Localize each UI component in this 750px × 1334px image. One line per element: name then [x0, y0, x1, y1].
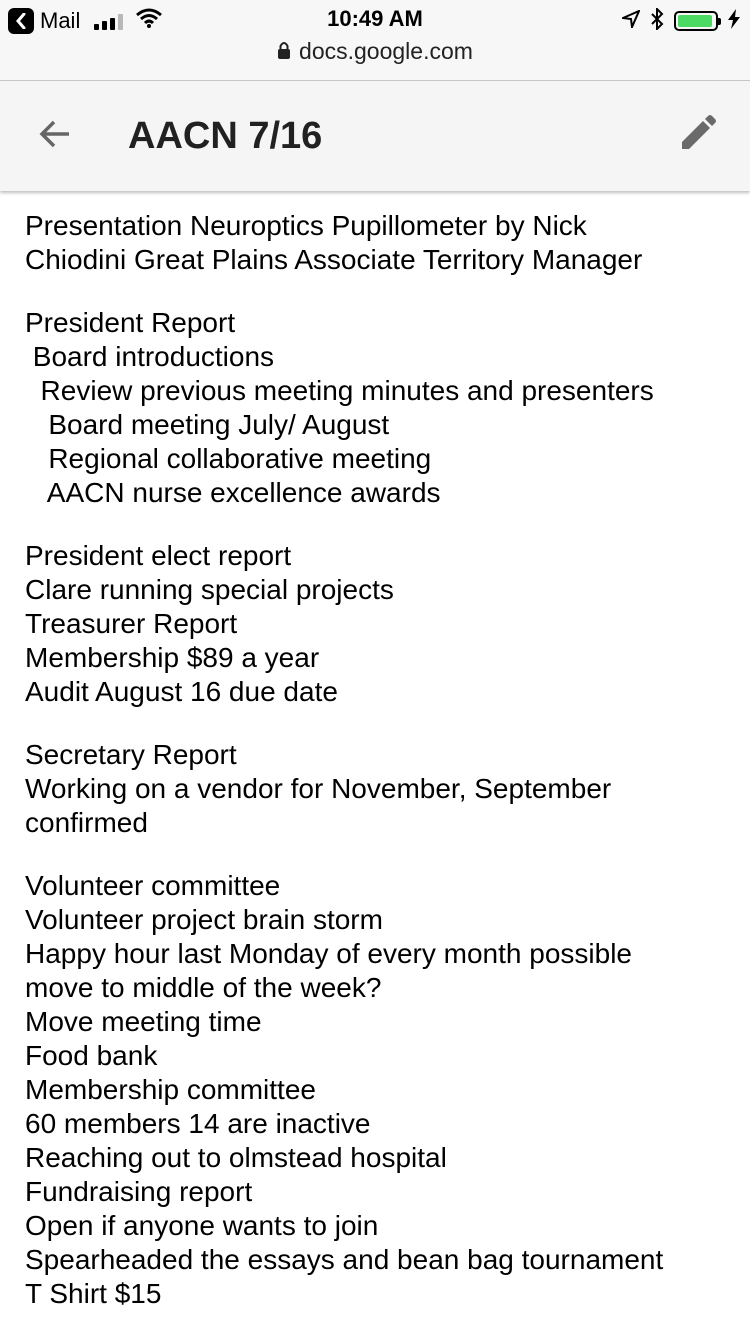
paragraph-spacer [25, 277, 725, 306]
document-line: President elect report [25, 540, 292, 571]
battery-icon [674, 11, 718, 31]
document-line: Move meeting time [25, 1006, 262, 1037]
lock-icon [277, 38, 291, 65]
document-line: Reaching out to olmstead hospital [25, 1142, 447, 1173]
document-body [25, 209, 725, 1311]
paragraph-spacer [25, 510, 725, 539]
document-paragraph [25, 306, 725, 510]
document-line: Audit August 16 due date [25, 676, 338, 707]
document-line: Volunteer committee [25, 870, 281, 901]
document-line: Food bank [25, 1040, 158, 1071]
document-line: Secretary Report [25, 739, 237, 770]
clock: 10:49 AM [327, 6, 423, 31]
document-line: Board introductions [25, 341, 275, 372]
document-line: President Report [25, 307, 236, 338]
document-title: AACN 7/16 [128, 115, 323, 157]
document-line: Open if anyone wants to join [25, 1210, 379, 1241]
document-line: AACN nurse excellence awards [25, 477, 441, 508]
document-paragraph [25, 738, 725, 840]
paragraph-spacer [25, 709, 725, 738]
ios-status-bar [0, 0, 750, 81]
document-line: move to middle of the week? [25, 972, 382, 1003]
document-line: Spearheaded the essays and bean bag tournament [25, 1244, 664, 1275]
document-line: 60 members 14 are inactive [25, 1108, 371, 1139]
document-paragraph [25, 209, 725, 277]
document-line: Review previous meeting minutes and presenters [25, 375, 654, 406]
document-line: Chiodini Great Plains Associate Territory Manager [25, 244, 643, 275]
status-icons [622, 6, 740, 36]
paragraph-spacer [25, 840, 725, 869]
document-line: Presentation Neuroptics Pupillometer by Nick [25, 210, 587, 241]
location-arrow-icon [622, 10, 640, 33]
document-line: confirmed [25, 807, 148, 838]
document-line: Volunteer project brain storm [25, 904, 383, 935]
pencil-icon [678, 115, 716, 158]
document-line: Fundraising report [25, 1176, 253, 1207]
docs-app-bar [0, 81, 750, 191]
back-button[interactable] [30, 111, 80, 161]
document-line: Working on a vendor for November, September [25, 773, 612, 804]
edit-button[interactable] [672, 111, 722, 161]
document-paragraph [25, 539, 725, 709]
document-line: Happy hour last Monday of every month possible [25, 938, 632, 969]
document-paragraph [25, 869, 725, 1311]
document-line: Treasurer Report [25, 608, 238, 639]
url-text: docs.google.com [299, 38, 473, 64]
document-line: Clare running special projects [25, 574, 394, 605]
document-line: Regional collaborative meeting [25, 443, 432, 474]
bluetooth-icon [650, 8, 664, 35]
document-line: Membership $89 a year [25, 642, 320, 673]
arrow-left-icon [38, 117, 72, 156]
back-app-label: Mail [40, 8, 81, 33]
url-bar[interactable] [0, 38, 750, 65]
document-line: Membership committee [25, 1074, 316, 1105]
charging-bolt-icon [728, 9, 740, 34]
document-line: Board meeting July/ August [25, 409, 390, 440]
document-line: T Shirt $15 [25, 1278, 162, 1309]
